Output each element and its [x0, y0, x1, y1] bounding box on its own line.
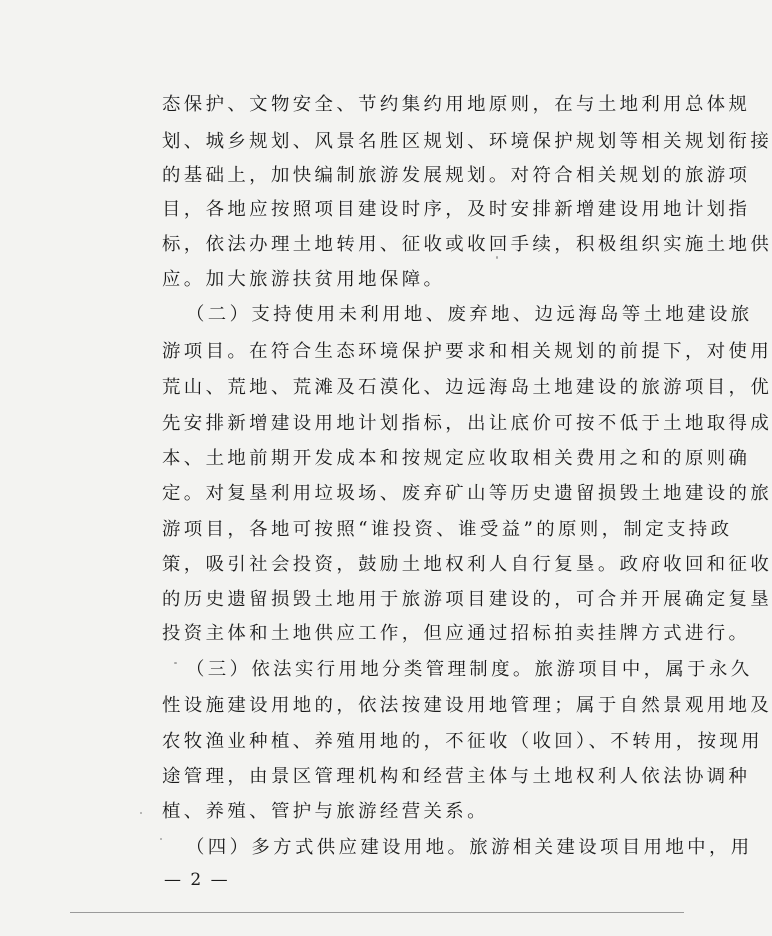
scan-edge-line: [70, 912, 684, 913]
text-line: 划、城乡规划、风景名胜区规划、环境保护规划等相关规划衔接: [162, 131, 772, 152]
text-line: 性设施建设用地的，依法按建设用地管理；属于自然景观用地及: [162, 695, 772, 716]
scan-speck: [160, 838, 162, 840]
text-line: 投资主体和土地供应工作，但应通过招标拍卖挂牌方式进行。: [162, 623, 751, 644]
text-line: 农牧渔业种植、养殖用地的，不征收（收回）、不转用，按现用: [162, 731, 763, 752]
text-line: 策，吸引社会投资，鼓励土地权利人自行复垦。政府收回和征收: [162, 554, 772, 575]
text-line: 途管理，由景区管理机构和经营主体与土地权利人依法协调种: [162, 766, 751, 787]
text-line: （二）支持使用未利用地、废弃地、边远海岛等土地建设旅: [186, 304, 753, 325]
text-line: 荒山、荒地、荒滩及石漠化、边远海岛土地建设的旅游项目，优: [162, 377, 772, 398]
text-line: 先安排新增建设用地计划指标，出让底价可按不低于土地取得成: [162, 413, 772, 434]
scan-speck: [174, 662, 177, 664]
text-line: 植、养殖、管护与旅游经营关系。: [162, 801, 489, 822]
text-line: 游项目。在符合生态环境保护要求和相关规划的前提下，对使用: [162, 341, 772, 362]
text-line: （四）多方式供应建设用地。旅游相关建设项目用地中，用: [186, 837, 753, 858]
scan-speck: [496, 256, 498, 259]
text-line: 的基础上，加快编制旅游发展规划。对符合相关规划的旅游项: [162, 165, 751, 186]
text-line: 的历史遗留损毁土地用于旅游项目建设的，可合并开展确定复垦: [162, 589, 772, 610]
text-line: （三）依法实行用地分类管理制度。旅游项目中，属于永久: [186, 659, 753, 680]
text-line: 目，各地应按照项目建设时序，及时安排新增建设用地计划指: [162, 199, 751, 220]
text-line: 本、土地前期开发成本和按规定应收取相关费用之和的原则确: [162, 448, 751, 469]
text-line: 定。对复垦利用垃圾场、废弃矿山等历史遗留损毁土地建设的旅: [162, 483, 772, 504]
text-line: 应。加大旅游扶贫用地保障。: [162, 269, 446, 290]
scan-speck: [140, 812, 142, 814]
text-line: 态保护、文物安全、节约集约用地原则，在与土地利用总体规: [162, 94, 751, 115]
text-line: 标，依法办理土地转用、征收或收回手续，积极组织实施土地供: [162, 234, 772, 255]
page-number: — 2 —: [164, 870, 230, 890]
text-line: 游项目，各地可按照“谁投资、谁受益”的原则，制定支持政: [162, 519, 733, 540]
